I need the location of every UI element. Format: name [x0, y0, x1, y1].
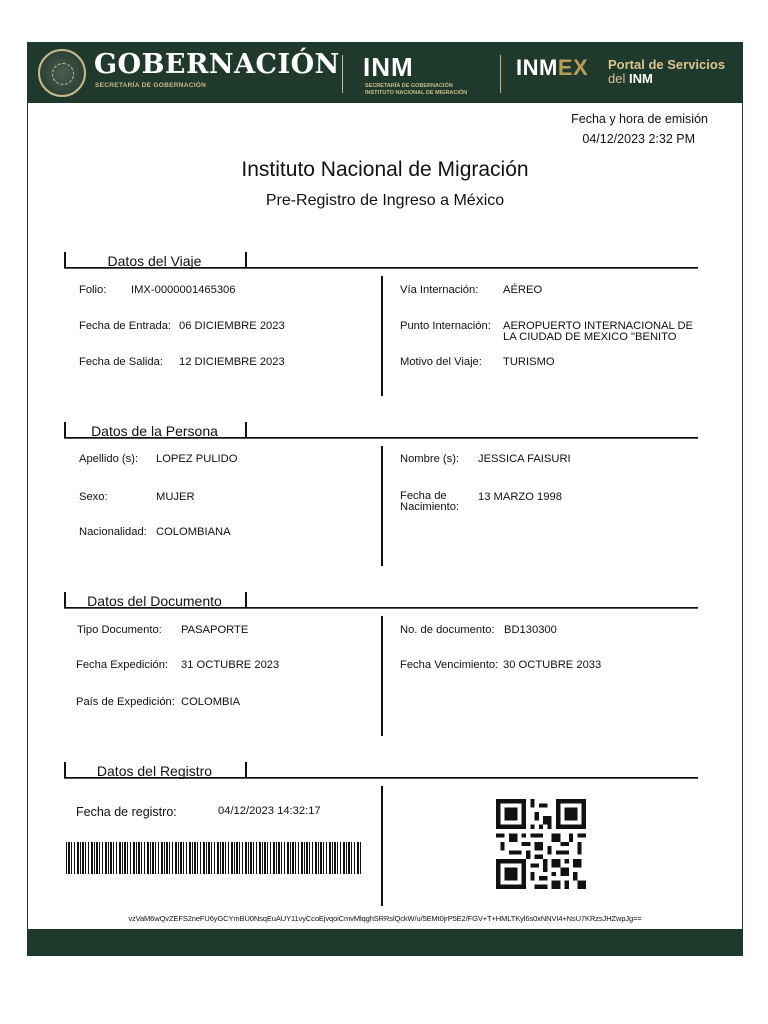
birth-date-label	[400, 491, 459, 512]
birth-date-value: 13 MARZO 1998	[478, 491, 562, 503]
birth-date-label-line1: Fecha de	[400, 490, 447, 502]
doc-number-value: BD130300	[504, 624, 557, 636]
barcode-image	[66, 842, 362, 874]
gobernacion-logo: GOBERNACIÓN	[94, 49, 340, 80]
column-divider	[381, 786, 383, 906]
inmex-logo-ex: EX	[557, 55, 589, 80]
expiry-date-value: 30 OCTUBRE 2033	[503, 659, 602, 671]
section-header-persona	[64, 422, 698, 439]
footer-banner	[28, 929, 742, 955]
section-title-persona: Datos de la Persona	[91, 423, 218, 439]
entry-date-label: Fecha de Entrada:	[79, 320, 172, 332]
given-name-value: JESSICA FAISURI	[478, 453, 571, 465]
entry-point-value: AEROPUERTO INTERNACIONAL DE LA CIUDAD DE MEXICO "BENITO	[503, 320, 694, 343]
coat-of-arms-seal-icon	[38, 49, 86, 97]
section-title-viaje: Datos del Viaje	[107, 253, 202, 269]
doc-number-label: No. de documento:	[400, 624, 495, 636]
folio-label: Folio:	[79, 284, 107, 296]
trip-reason-label: Motivo del Viaje:	[400, 356, 482, 368]
folio-value: IMX-0000001465306	[131, 284, 236, 296]
registration-date-label: Fecha de registro:	[76, 805, 177, 819]
inm-subtitle	[365, 83, 467, 97]
issue-date-label: Fecha Expedición:	[76, 659, 169, 671]
registration-date-value: 04/12/2023 14:32:17	[218, 805, 321, 817]
issue-country-label: País de Expedición:	[76, 696, 175, 708]
inm-subtitle-line1: SECRETARÍA DE GOBERNACIÓN	[365, 83, 453, 89]
inmex-logo	[516, 55, 588, 81]
doc-type-label: Tipo Documento:	[77, 624, 162, 636]
section-title-documento: Datos del Documento	[87, 593, 222, 609]
entry-point-label: Punto Internación:	[400, 320, 491, 332]
given-name-label: Nombre (s):	[400, 453, 460, 465]
document-subtitle: Pre-Registro de Ingreso a México	[265, 192, 505, 209]
registration-hash: vzVaM6wQvZEFS2neFU6yGCYmBU0NsqEuAUY11vyCcoEjvqoiCmvMlqghSRRslQckW/u/5EMt0jrP5E2/FGV+T+HMLTKyl6s0xNNVI4+NsU7KRzsJHZwpJg==	[128, 914, 642, 923]
section-header-documento	[64, 592, 698, 609]
entry-mode-value: AÉREO	[503, 284, 543, 296]
portal-title	[608, 58, 725, 86]
sex-label: Sexo:	[79, 491, 108, 503]
exit-date-value: 12 DICIEMBRE 2023	[179, 356, 285, 368]
issue-country-value: COLOMBIA	[181, 696, 241, 708]
trip-reason-value: TURISMO	[503, 356, 555, 368]
header-divider	[342, 55, 343, 93]
portal-title-line2	[608, 72, 725, 86]
issue-date-value: 31 OCTUBRE 2023	[181, 659, 280, 671]
column-divider	[381, 446, 383, 566]
column-divider	[381, 616, 383, 736]
birth-date-label-line2: Nacimiento:	[400, 500, 460, 513]
doc-type-value: PASAPORTE	[181, 624, 249, 636]
nationality-label: Nacionalidad:	[79, 526, 147, 538]
inmex-logo-inm: INM	[516, 55, 558, 80]
emission-label: Fecha y hora de emisión	[571, 112, 708, 126]
header-divider	[500, 55, 501, 93]
portal-title-del: del	[608, 71, 626, 86]
section-header-registro	[64, 762, 698, 779]
header-banner	[28, 43, 742, 103]
qr-code-image	[494, 799, 588, 889]
nationality-value: COLOMBIANA	[156, 526, 231, 538]
section-header-viaje	[64, 252, 698, 269]
portal-title-line1: Portal de Servicios	[608, 57, 726, 72]
inm-logo: INM	[363, 52, 414, 82]
expiry-date-label: Fecha Vencimiento:	[400, 659, 499, 671]
surname-label: Apellido (s):	[79, 453, 139, 465]
column-divider	[381, 276, 383, 396]
emission-value: 04/12/2023 2:32 PM	[582, 132, 695, 146]
gobernacion-subtitle: SECRETARÍA DE GOBERNACIÓN	[95, 82, 207, 89]
section-title-registro: Datos del Registro	[96, 763, 213, 779]
exit-date-label: Fecha de Salida:	[79, 356, 163, 368]
entry-date-value: 06 DICIEMBRE 2023	[179, 320, 285, 332]
surname-value: LOPEZ PULIDO	[156, 453, 238, 465]
portal-title-inm: INM	[628, 71, 653, 86]
document-page	[27, 42, 743, 956]
inm-subtitle-line2: INSTITUTO NACIONAL DE MIGRACIÓN	[365, 90, 468, 96]
sex-value: MUJER	[156, 491, 195, 503]
document-title: Instituto Nacional de Migración	[241, 158, 529, 181]
entry-mode-label: Vía Internación:	[400, 284, 479, 296]
